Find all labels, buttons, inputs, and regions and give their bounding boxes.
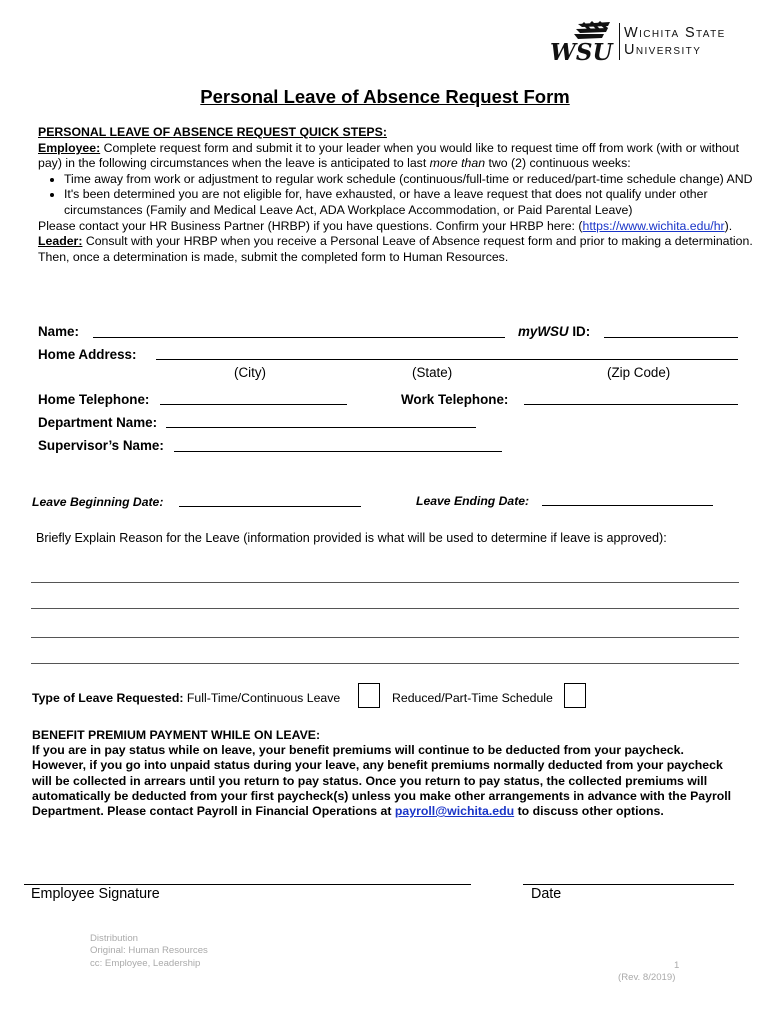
id-text: ID: bbox=[568, 324, 591, 339]
distribution-cc: cc: Employee, Leadership bbox=[90, 957, 201, 969]
quick-steps bbox=[38, 125, 758, 265]
zip-caption: (Zip Code) bbox=[607, 365, 671, 380]
page-number: 1 bbox=[674, 960, 680, 971]
work-telephone-label: Work Telephone: bbox=[401, 392, 509, 407]
department-name-label: Department Name: bbox=[38, 415, 158, 430]
employee-label: Employee: bbox=[38, 140, 101, 155]
full-time-checkbox[interactable] bbox=[358, 683, 380, 708]
full-time-option-label: Full-Time/Continuous Leave bbox=[186, 691, 341, 705]
state-caption: (State) bbox=[412, 365, 453, 380]
part-time-checkbox[interactable] bbox=[564, 683, 586, 708]
name-label: Name: bbox=[38, 324, 79, 339]
supervisor-name-label: Supervisor’s Name: bbox=[38, 438, 164, 453]
date-label: Date bbox=[531, 886, 562, 902]
home-telephone-label: Home Telephone: bbox=[38, 392, 150, 407]
leave-ending-date-field[interactable] bbox=[542, 505, 713, 506]
benefit-text bbox=[32, 743, 732, 819]
name-field[interactable] bbox=[93, 337, 505, 338]
benefit-body-end: to discuss other options. bbox=[514, 804, 664, 819]
city-caption: (City) bbox=[234, 365, 266, 380]
leave-ending-date-label: Leave Ending Date: bbox=[416, 494, 530, 508]
department-name-field[interactable] bbox=[166, 427, 476, 428]
list-item: • Time away from work or adjustment to regular work schedule (continuous/full-time or reduced/part-time schedule change) AND bbox=[64, 172, 758, 188]
payroll-email-link[interactable]: payroll@wichita.edu bbox=[394, 804, 515, 819]
hr-website-link[interactable]: https://www.wichita.edu/hr bbox=[582, 218, 725, 233]
reason-line-4[interactable] bbox=[31, 663, 739, 664]
mywsu-id-field[interactable] bbox=[604, 337, 738, 338]
contact-close: ). bbox=[724, 218, 733, 233]
reason-line-1[interactable] bbox=[31, 582, 739, 583]
logo-wordmark bbox=[624, 25, 726, 59]
revision-date: (Rev. 8/2019) bbox=[618, 972, 676, 983]
leader-label: Leader: bbox=[38, 234, 83, 249]
leave-beginning-date-field[interactable] bbox=[179, 506, 361, 507]
hrbp-contact bbox=[38, 219, 758, 235]
benefit-section bbox=[32, 728, 732, 819]
form-title: Personal Leave of Absence Request Form bbox=[200, 86, 570, 107]
list-item: • It's been determined you are not eligible for, have exhausted, or have a leave request that does not qualify under other circumstances (Family and Medical Leave Act, ADA Workplace Accommodation, or Paid Parental Leave) bbox=[64, 187, 758, 218]
leave-type-row bbox=[32, 691, 340, 705]
reason-line-2[interactable] bbox=[31, 608, 739, 609]
employee-text-emphasis: more than bbox=[429, 156, 486, 171]
employee-text: Complete request form and submit it to your leader when you would like to request time off from work (with or without pay) in the following circumstances when the leave is anticipated to last bbox=[38, 140, 740, 171]
benefit-body: If you are in pay status while on leave, your benefit premiums will continue to be deducted from your paycheck. However, if you go into unpaid status during your leave, any benefit premiums normally deducted from your paycheck will be collected in arrears until you return to pay status. Once you return to pay status, the collected premiums will automatically be deducted from your first paycheck(s) unless you make other arrangements in advance with the Payroll Department. Please contact Payroll in Financial Operations at bbox=[32, 743, 732, 819]
work-telephone-field[interactable] bbox=[524, 404, 738, 405]
leave-beginning-date-label: Leave Beginning Date: bbox=[32, 495, 164, 509]
employee-signature-field[interactable] bbox=[24, 884, 471, 885]
contact-text: Please contact your HR Business Partner (HRBP) if you have questions. Confirm your HRBP here: ( bbox=[38, 218, 583, 233]
home-address-label: Home Address: bbox=[38, 347, 137, 362]
distribution-heading: Distribution bbox=[90, 933, 138, 944]
date-field[interactable] bbox=[523, 884, 734, 885]
mywsu-id-label bbox=[518, 324, 590, 339]
logo-mark-text: WSU bbox=[550, 39, 613, 66]
logo-line-1: Wichita State bbox=[624, 25, 726, 41]
home-address-field[interactable] bbox=[156, 359, 738, 360]
quick-steps-heading: PERSONAL LEAVE OF ABSENCE REQUEST QUICK STEPS: bbox=[38, 125, 387, 139]
part-time-option-label: Reduced/Part-Time Schedule bbox=[392, 691, 553, 705]
employee-text-end: two (2) continuous weeks: bbox=[485, 156, 631, 171]
logo-divider bbox=[619, 23, 620, 60]
mywsu-text: myWSU bbox=[518, 324, 569, 339]
employee-signature-label: Employee Signature bbox=[31, 886, 160, 902]
leader-instructions bbox=[38, 234, 758, 265]
shocker-wheat-icon bbox=[548, 20, 614, 66]
reason-line-3[interactable] bbox=[31, 637, 739, 638]
wsu-logo bbox=[548, 20, 614, 66]
distribution-original: Original: Human Resources bbox=[90, 945, 208, 957]
employee-instructions bbox=[38, 141, 750, 172]
supervisor-name-field[interactable] bbox=[174, 451, 502, 452]
circumstance-list bbox=[38, 172, 758, 219]
leader-text: Consult with your HRBP when you receive a Personal Leave of Absence request form and prior to making a determination. Then, once a determination is made, submit the completed form to Human Resources. bbox=[38, 234, 753, 264]
distribution-note bbox=[90, 933, 208, 970]
home-telephone-field[interactable] bbox=[160, 404, 347, 405]
logo-line-2: University bbox=[624, 42, 702, 58]
benefit-heading: BENEFIT PREMIUM PAYMENT WHILE ON LEAVE: bbox=[32, 728, 321, 742]
leave-type-label: Type of Leave Requested: bbox=[32, 691, 184, 705]
reason-prompt: Briefly Explain Reason for the Leave (information provided is what will be used to determine if leave is approved): bbox=[36, 531, 667, 545]
